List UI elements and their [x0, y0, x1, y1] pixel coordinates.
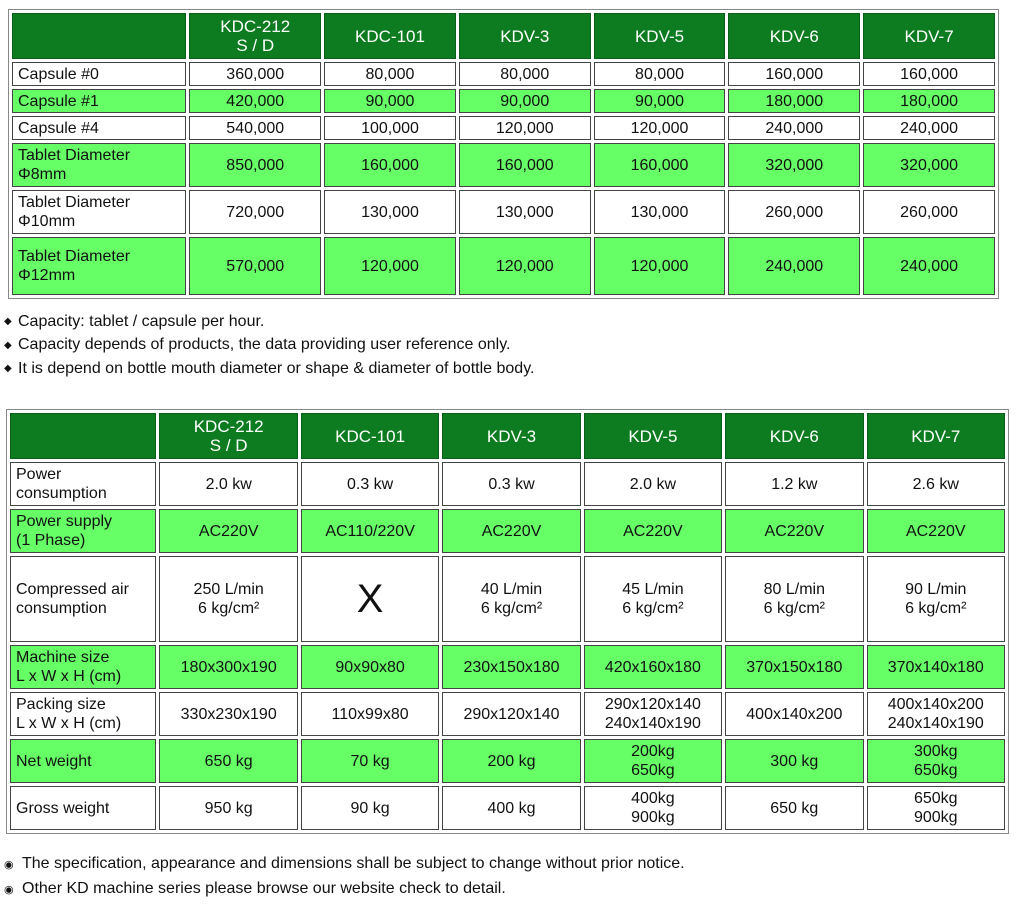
- table-cell: 180,000: [863, 89, 995, 113]
- table-row: [10, 645, 1005, 689]
- table-cell: 130,000: [324, 190, 456, 234]
- table-cell: 90x90x80: [301, 645, 439, 689]
- table-cell: 130,000: [459, 190, 591, 234]
- table-row: [12, 89, 995, 113]
- note-line: [4, 357, 534, 380]
- table-cell: 240,000: [728, 116, 860, 140]
- table-row: [12, 237, 995, 295]
- table-cell: 290x120x140: [442, 692, 580, 736]
- header-cell: [189, 13, 321, 59]
- table-row: [10, 462, 1005, 506]
- row-label: Tablet Diameter Φ8mm: [12, 143, 186, 187]
- header-cell: KDV-7: [867, 413, 1005, 459]
- header-line: KDC-212: [220, 17, 291, 36]
- table-cell: 230x150x180: [442, 645, 580, 689]
- table-cell: 400 kg: [442, 786, 580, 830]
- header-cell: [159, 413, 297, 459]
- header-cell: KDV-3: [459, 13, 591, 59]
- table-cell: AC220V: [442, 509, 580, 553]
- header-cell: KDV-5: [584, 413, 722, 459]
- header-corner-cell: [12, 13, 186, 59]
- table-cell: 120,000: [459, 116, 591, 140]
- table-cell: 80 L/min 6 kg/cm²: [725, 556, 863, 642]
- table-cell: 300 kg: [725, 739, 863, 783]
- table-cell: AC110/220V: [301, 509, 439, 553]
- table-cell: 330x230x190: [159, 692, 297, 736]
- row-label: Net weight: [10, 739, 156, 783]
- table-cell: AC220V: [867, 509, 1005, 553]
- header-line: KDC-212: [193, 417, 264, 436]
- table-cell: 120,000: [324, 237, 456, 295]
- table-cell: 400kg 900kg: [584, 786, 722, 830]
- note-text: Capacity: tablet / capsule per hour.: [18, 313, 265, 330]
- header-cell: KDV-6: [725, 413, 863, 459]
- table-cell: 40 L/min 6 kg/cm²: [442, 556, 580, 642]
- table-cell: 100,000: [324, 116, 456, 140]
- diamond-bullet-icon: ◆: [4, 339, 12, 351]
- table-cell: 400x140x200: [725, 692, 863, 736]
- header-cell: KDC-101: [324, 13, 456, 59]
- table-row: [10, 692, 1005, 736]
- table-cell: 120,000: [594, 116, 726, 140]
- diamond-bullet-icon: ◆: [4, 316, 12, 328]
- table-cell: 540,000: [189, 116, 321, 140]
- table-cell: 850,000: [189, 143, 321, 187]
- table-cell: 130,000: [594, 190, 726, 234]
- table-cell: 160,000: [594, 143, 726, 187]
- capacity-notes: [4, 310, 534, 380]
- table-cell: 320,000: [728, 143, 860, 187]
- table-cell: 950 kg: [159, 786, 297, 830]
- table-cell: 120,000: [459, 237, 591, 295]
- table-cell: 2.0 kw: [159, 462, 297, 506]
- table-cell: 300kg 650kg: [867, 739, 1005, 783]
- table-row: [12, 62, 995, 86]
- table-cell: X: [301, 556, 439, 642]
- note-line: [4, 852, 685, 877]
- table-cell: 110x99x80: [301, 692, 439, 736]
- row-label: Packing size L x W x H (cm): [10, 692, 156, 736]
- table-cell: 240,000: [728, 237, 860, 295]
- table-row: [10, 509, 1005, 553]
- note-text: Capacity depends of products, the data providing user reference only.: [18, 336, 511, 354]
- table-cell: 370x150x180: [725, 645, 863, 689]
- row-label: Capsule #4: [12, 116, 186, 140]
- table-cell: 180,000: [728, 89, 860, 113]
- table-cell: 120,000: [594, 237, 726, 295]
- table-cell: 90 kg: [301, 786, 439, 830]
- table-cell: 1.2 kw: [725, 462, 863, 506]
- row-label: Power consumption: [10, 462, 156, 506]
- specification-notes: [4, 852, 685, 902]
- table-row: [10, 786, 1005, 830]
- table-cell: 400x140x200 240x140x190: [867, 692, 1005, 736]
- table-cell: 240,000: [863, 237, 995, 295]
- specification-table: [6, 409, 1009, 834]
- table-cell: 160,000: [728, 62, 860, 86]
- table-cell: 160,000: [863, 62, 995, 86]
- table-cell: 90 L/min 6 kg/cm²: [867, 556, 1005, 642]
- table-row: [10, 739, 1005, 783]
- table-cell: 0.3 kw: [301, 462, 439, 506]
- header-cell: KDV-7: [863, 13, 995, 59]
- table-cell: 370x140x180: [867, 645, 1005, 689]
- header-line: S / D: [236, 36, 275, 55]
- table-cell: 70 kg: [301, 739, 439, 783]
- header-cell: KDC-101: [301, 413, 439, 459]
- table-cell: 90,000: [459, 89, 591, 113]
- header-cell: KDV-6: [728, 13, 860, 59]
- table-cell: 160,000: [459, 143, 591, 187]
- table-cell: 2.0 kw: [584, 462, 722, 506]
- table-cell: 180x300x190: [159, 645, 297, 689]
- note-line: [4, 333, 534, 356]
- table-cell: AC220V: [159, 509, 297, 553]
- table-cell: 650 kg: [725, 786, 863, 830]
- table-cell: 290x120x140 240x140x190: [584, 692, 722, 736]
- circle-bullet-icon: ◉: [4, 859, 14, 871]
- table-cell: 80,000: [459, 62, 591, 86]
- table-cell: 160,000: [324, 143, 456, 187]
- table-cell: 90,000: [594, 89, 726, 113]
- table-cell: 360,000: [189, 62, 321, 86]
- table-cell: 80,000: [594, 62, 726, 86]
- note-text: The specification, appearance and dimensions shall be subject to change without prior notice.: [22, 855, 685, 872]
- diamond-bullet-icon: ◆: [4, 362, 12, 374]
- table-cell: 320,000: [863, 143, 995, 187]
- table-cell: 250 L/min 6 kg/cm²: [159, 556, 297, 642]
- table-row: [12, 116, 995, 140]
- table-cell: 420x160x180: [584, 645, 722, 689]
- table-row: [12, 190, 995, 234]
- note-text: Other KD machine series please browse our website check to detail.: [22, 880, 506, 897]
- table-header-row: [12, 13, 995, 59]
- table-row: [10, 556, 1005, 642]
- table-cell: 240,000: [863, 116, 995, 140]
- row-label: Gross weight: [10, 786, 156, 830]
- note-line: [4, 310, 534, 333]
- table-cell: 200 kg: [442, 739, 580, 783]
- table-cell: 720,000: [189, 190, 321, 234]
- table-cell: 260,000: [728, 190, 860, 234]
- table-cell: 45 L/min 6 kg/cm²: [584, 556, 722, 642]
- table-cell: 80,000: [324, 62, 456, 86]
- header-cell: KDV-3: [442, 413, 580, 459]
- header-cell: KDV-5: [594, 13, 726, 59]
- header-line: S / D: [209, 436, 248, 455]
- table-cell: AC220V: [584, 509, 722, 553]
- table-row: [12, 143, 995, 187]
- table-cell: 570,000: [189, 237, 321, 295]
- table-cell: AC220V: [725, 509, 863, 553]
- header-corner-cell: [10, 413, 156, 459]
- circle-bullet-icon: ◉: [4, 884, 14, 896]
- table-cell: 420,000: [189, 89, 321, 113]
- row-label: Capsule #1: [12, 89, 186, 113]
- row-label: Machine size L x W x H (cm): [10, 645, 156, 689]
- table-cell: 2.6 kw: [867, 462, 1005, 506]
- row-label: Power supply (1 Phase): [10, 509, 156, 553]
- table-header-row: [10, 413, 1005, 459]
- table-cell: 650kg 900kg: [867, 786, 1005, 830]
- note-line: [4, 877, 685, 902]
- row-label: Capsule #0: [12, 62, 186, 86]
- row-label: Tablet Diameter Φ10mm: [12, 190, 186, 234]
- capacity-table: [8, 9, 999, 299]
- table-cell: 260,000: [863, 190, 995, 234]
- table-cell: 90,000: [324, 89, 456, 113]
- table-cell: 650 kg: [159, 739, 297, 783]
- row-label: Tablet Diameter Φ12mm: [12, 237, 186, 295]
- row-label: Compressed air consumption: [10, 556, 156, 642]
- table-cell: 200kg 650kg: [584, 739, 722, 783]
- note-text: It is depend on bottle mouth diameter or shape & diameter of bottle body.: [18, 359, 535, 377]
- table-cell: 0.3 kw: [442, 462, 580, 506]
